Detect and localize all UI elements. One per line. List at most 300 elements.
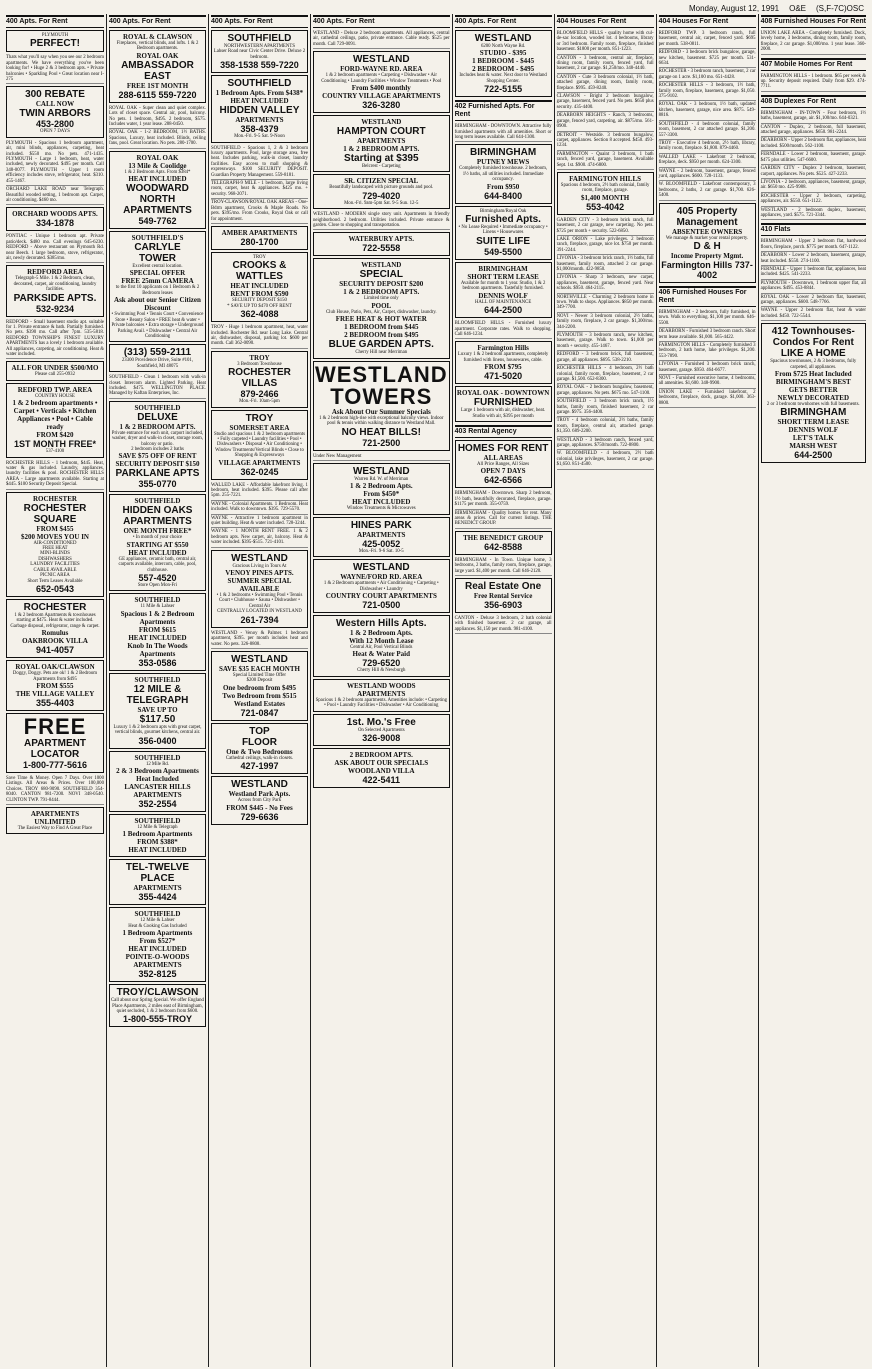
display-ad	[109, 984, 206, 1027]
ad-line: 1ST MONTH FREE*	[13, 439, 96, 450]
ad-line: HEAT INCLUDED	[230, 97, 289, 106]
ad-line: 1st. Mo.'s Free	[346, 716, 416, 728]
ad-line: BIRMINGHAM	[470, 147, 537, 159]
listing-text: WESTLAND - 3 bedroom ranch, fenced yard, garage, appliances. $750/month. 722-8800.	[557, 437, 654, 451]
display-ad	[109, 907, 206, 982]
display-ad	[455, 206, 552, 260]
ad-line: Completely furnished townhouse. 2 bedroom, 1½ baths, all utilities included. Immediate occupancy.	[459, 166, 548, 183]
display-ad	[109, 859, 206, 905]
ad-line: Free Rental Service	[473, 592, 533, 600]
listing-text: DEARBORN - Lower 2 bedroom, basement, garage, heat included. $550. 274-1100.	[761, 252, 866, 266]
ad-line: 729-6636	[240, 811, 279, 822]
display-ad	[659, 203, 756, 283]
ad-line: COUNTRY VILLAGE APARTMENTS	[322, 92, 441, 101]
listing-text: ROYAL OAK - 3 bedroom, 1½ bath, updated kitchen, basement, garage, nice area. $875. 549-8816.	[659, 101, 756, 120]
section-header: 407 Mobile Homes For Rent	[761, 58, 866, 71]
classified-column	[208, 14, 310, 1367]
ad-line: SPECIAL OFFER	[129, 269, 186, 278]
ad-line: 261-7394	[240, 614, 279, 625]
ad-line: Luxury 1 & 2 bedroom apartments, completely furnished with linens, housewares, cable.	[457, 352, 549, 363]
ad-line: 471-5020	[484, 371, 523, 382]
display-ad	[313, 51, 450, 113]
ad-line: 1 & 2 BEDROOM APTS.	[343, 145, 420, 154]
listing-text: Save Time & Money. Open 7 Days. Over 1000 Listings. All Areas & Prices. Over 100,000 Choices. TROY 680-9090. SOUTHFIELD 354-8040. CANTON 981-7200. NOVI 348-0540. CLINTON TWP. 791-8444.	[6, 775, 104, 805]
ad-line: SOUTHFIELD	[227, 33, 292, 44]
display-ad	[109, 673, 206, 749]
ad-line: NO HEAT BILLS!	[341, 426, 421, 438]
ad-line: APARTMENT	[23, 737, 86, 749]
listing-text: WAYNE - Colonial Apartments. 1 Bedroom. Heat included. Walk to downtown. $395. 729-5570.	[211, 501, 308, 515]
ad-line: 13 Mile & Coolidge	[128, 161, 187, 170]
ad-line: Telegraph-5 Mile. 1 & 2 Bedroom, clean, decorated, carpet, air conditioning, laundry facilities.	[13, 276, 97, 293]
display-ad	[109, 151, 206, 229]
section-header: 403 Rental Agency	[455, 425, 552, 438]
display-ad	[211, 410, 308, 480]
ad-line: (313) 559-2111	[123, 347, 192, 359]
display-ad	[109, 30, 206, 103]
listing-text: BIRMINGHAM - Quality homes for rent. Many areas & prices. Call for current listings. THE BENEDICT GROUP.	[455, 510, 552, 529]
ad-line: REDFORD AREA	[27, 268, 83, 277]
ad-line: 362-4088	[240, 309, 279, 320]
ad-line: 722-5155	[484, 84, 523, 95]
ad-line: From $725 Heat Included	[774, 370, 852, 379]
ad-line: ROYAL OAK	[136, 51, 179, 60]
ad-line: 300 REBATE	[25, 89, 85, 101]
listing-text: BIRMINGHAM - 2 bedroom, fully furnished, in town. Walk to everything. $1,100 per month. 646-5500.	[659, 309, 756, 328]
ad-line: Mon.-Fri. 9-5 Sat. 9-Noon	[234, 134, 285, 140]
column-header: 400 Apts. For Rent	[211, 15, 308, 28]
ad-line: 355-4424	[138, 892, 177, 903]
display-ad	[313, 517, 450, 557]
ad-line: Ask About Our Summer Specials	[331, 407, 431, 416]
display-ad	[313, 615, 450, 677]
ad-line: PARKLANE APTS	[115, 468, 200, 480]
display-ad	[455, 262, 552, 318]
ad-line: Real Estate One	[465, 581, 542, 592]
ad-line: WATERBURY APTS.	[348, 235, 415, 244]
ad-line: Club House, Patio, Pets, Air, Carpet, dishwasher, laundry.	[325, 309, 437, 315]
column-header: 404 Houses For Rent	[557, 15, 654, 28]
ad-line: 453-2800	[35, 119, 75, 130]
listing-text: BIRMINGHAM - IN-TOWN - Four bedroom, 1½ baths, basement, garage, air. $1,100/mo. 644-0321.	[761, 110, 866, 124]
listing-text: WAYNE - Upper 2 bedroom flat, heat & water included. $450. 722-5544.	[761, 307, 866, 321]
listing-text: DETROIT - Westside. 3 bedroom bungalow, carpet, appliances. Section 8 accepted. $450. 493-1234.	[557, 132, 654, 151]
listing-text: FARMINGTON HILLS - 1 bedroom. $65 per week & up. Security deposit required. Daily from $29. 474-7711.	[761, 73, 866, 92]
listing-text: TELEGRAPH-9 MILE - 1 bedroom, large living room, carpet, heat & appliances. $425 mo. + security. 968-2071.	[211, 180, 308, 199]
ad-line: SOUTHFIELD	[134, 675, 181, 684]
display-ad	[313, 679, 450, 712]
display-ad	[6, 30, 104, 52]
ad-line: AIR-CONDITIONED	[33, 540, 77, 546]
ad-line: Heat Included	[136, 775, 179, 784]
listing-text: ROCHESTER HILLS - 1 bedroom, $445. Heat, water & gas included. Laundry, appliances, laundry facilities & pool. ROCHESTER HILLS AREA - Large apartments available. Starting at $445. $100 Security Deposit Special.	[6, 460, 104, 490]
ad-line: WESTLAND	[474, 33, 532, 44]
ad-line: OAKBROOK VILLA	[22, 637, 88, 646]
ad-line: 2 or 3 bedroom townhomes with full basements.	[766, 402, 860, 408]
ad-line: POINTE-O-WOODS APARTMENTS	[125, 953, 190, 970]
ad-line: FREE	[23, 713, 87, 739]
ad-line: SECURITY DEPOSIT $200	[339, 280, 424, 289]
ad-line: From $527*	[139, 937, 176, 946]
ad-line: Warren Rd. W. of Merriman	[354, 476, 409, 482]
ad-line: TOWER	[138, 253, 176, 265]
ad-line: Knob In The Woods Apartments	[127, 641, 188, 658]
ad-line: ROYAL OAK/CLAWSON	[15, 663, 95, 672]
column-header: 400 Apts. For Rent	[313, 15, 450, 28]
ad-line: 729-4020	[362, 190, 401, 201]
ad-line: ONE MONTH FREE*	[123, 527, 192, 536]
ad-line: FURNISHED	[473, 397, 533, 409]
listing-text: TROY - Executive 4 bedroom, 2½ bath, library, family room, fireplace. $1,800. 879-4460.	[659, 140, 756, 154]
ad-line: WAYNE/FORD RD. AREA	[340, 573, 423, 582]
listing-text: PLYMOUTH - Downtown, 1 bedroom upper flat, all appliances. $495. 453-8844.	[761, 280, 866, 294]
ad-line: STARTING AT $550	[126, 540, 189, 549]
ad-line: Central Air, Pool Vertical Blinds	[350, 644, 413, 650]
ad-line: TELEGRAPH	[126, 694, 189, 706]
ad-line: 537-4100	[45, 449, 65, 455]
ad-line: 1 & 2 BEDROOM APTS.	[119, 422, 196, 431]
display-ad	[313, 748, 450, 788]
ad-line: WESTLAND WOODS	[347, 681, 416, 690]
ad-line: FROM $420	[36, 431, 74, 440]
ad-line: FREE HEAT	[42, 546, 68, 552]
ad-line: FROM $445 - No Fees	[226, 803, 293, 812]
ad-line: 11 Mile & Lahser	[140, 604, 175, 610]
ad-line: HEAT INCLUDED	[128, 175, 187, 184]
ad-line: 1 & 2 Bedroom apartments • Air Conditioning • Carpeting • Dishwasher • Laundry	[323, 581, 439, 592]
ad-line: Farmington Hills 737-4002	[661, 259, 753, 280]
ad-line: • No Lease Required • Immediate occupancy • Linens • Housewares	[458, 225, 548, 236]
ad-line: HEAT INCLUDED	[128, 945, 187, 954]
ad-line: 1 BEDROOM from $445	[344, 323, 419, 332]
display-ad	[455, 341, 552, 384]
ad-line: PICNIC AREA	[40, 573, 70, 579]
ad-line: • In month of your choice	[132, 535, 183, 541]
listing-text: SOUTHFIELD - Spacious 1, 2 & 3 bedroom luxury apartments. Pool, large storage area, free heat. Includes parking, walk-in closet, laundry facilities. Easy access to mall shopping & expressways. $100 SECURITY DEPOSIT. Guardian Property Management. 559-8181.	[211, 145, 308, 180]
ad-line: 2 & 3 Bedroom Apartments	[116, 767, 199, 776]
listing-text: CLAWSON - Bright 2 bedroom bungalow, garage, basement, fenced yard. No pets. $650 plus security. 435-4400.	[557, 93, 654, 112]
ad-line: APARTMENTS	[123, 516, 192, 528]
ad-line: FLOOR	[241, 736, 277, 748]
ad-line: 1 & 2 bedroom apartments • Carpet • Verticals • Kitchen Appliances • Pool • Cable ready	[12, 399, 98, 432]
listing-text: SOUTHFIELD - Clean 1 bedroom with walk-in closet. Intercom alarm. Lighted Parking. Heat included. $475. WELLINGTON PLACE. Managed by Kaftan Enterprises, Inc.	[109, 374, 206, 399]
ad-line: Fireplaces, vertical blinds, and lofts. 1 & 2 Bedroom apartments.	[116, 41, 199, 52]
ad-line: ROYAL OAK	[136, 153, 179, 162]
ad-line: HEAT INCLUDED	[230, 282, 289, 291]
ad-line: MARSH WEST	[789, 442, 838, 451]
ad-line: Cathedral ceilings, walk-in closets.	[225, 755, 294, 761]
ad-line: SOMERSET AREA	[229, 423, 290, 432]
classified-column	[554, 14, 656, 1367]
display-ad	[211, 776, 308, 824]
ad-line: 326-3280	[362, 100, 401, 111]
ad-line: TWIN ARBORS	[19, 108, 91, 120]
ad-line: HEAT INCLUDED	[128, 633, 187, 642]
ad-line: PERFECT!	[29, 38, 80, 50]
listing-text: LIVONIA - 3 bedroom brick ranch, 1½ baths, full basement, family room, attached 2 car garage. $1,000/month. 422-9850.	[557, 255, 654, 274]
listing-text: DEARBORN - Upper 2 bedroom flat, appliances, heat included. $500/month. 562-1100.	[761, 137, 866, 151]
listing-text: Under New Management	[313, 453, 450, 461]
ad-line: Special Limited Time Offer	[232, 672, 286, 678]
ad-line: Includes heat & water. Next door to Westland Shopping Center.	[459, 73, 547, 84]
display-ad	[313, 714, 450, 746]
ad-line: 1 & 2 bedroom apartments • Carpeting • Dishwasher • Air Conditioning • Laundry Facilities • Window Treatments • Pool	[321, 73, 442, 84]
ad-line: 549-5500	[484, 246, 523, 257]
display-ad	[6, 807, 104, 834]
ad-line: HOMES FOR RENT	[457, 442, 549, 454]
display-ad	[211, 252, 308, 322]
ad-line: FARMINGTON HILLS	[569, 174, 642, 183]
ad-line: SOUTHFIELD'S	[131, 234, 184, 243]
ad-line: Mon.-Fri. 9-6 Sat. 10-5	[358, 548, 404, 554]
ad-line: HEAT INCLUDED	[352, 498, 411, 507]
ad-line: to the first 10 applicants on 1 Bedroom & 2 Bedroom leases	[115, 285, 200, 296]
ad-line: Luxury 1 & 2 bedroom apts with great carpet, vertical blinds, gourmet kitchens, central air.	[113, 724, 202, 736]
ad-line: From $400 monthly	[351, 84, 411, 93]
ad-line: ROCHESTER	[23, 601, 87, 613]
display-ad	[109, 494, 206, 591]
ad-line: 642-8588	[484, 541, 523, 552]
ad-line: CENTRALLY LOCATED IN WESTLAND	[217, 609, 302, 615]
ad-line: COUNTRY COURT APARTMENTS	[325, 591, 437, 600]
listing-text: SOUTHFIELD - 3 bedroom brick ranch, 1½ baths, family room, finished basement, 2 car garage. $975. 356-4400.	[557, 398, 654, 417]
ad-line: 1 BEDROOM - $445	[472, 57, 535, 66]
ad-line: FREE HEAT & HOT WATER	[335, 315, 427, 324]
ad-line: LET'S TALK	[792, 434, 834, 443]
ad-line: LAUNDRY FACILITIES	[30, 562, 80, 568]
display-ad	[6, 383, 104, 458]
masthead	[4, 4, 868, 14]
ad-line: Ask about our Senior Citizen Discount	[114, 296, 201, 313]
ad-line: WESTLAND	[352, 465, 410, 477]
ad-line: Mon.-Fri. 9am-5pm Sat. 9-5 Sun. 12-5	[344, 200, 419, 206]
ad-line: The Easiest Way to Find A Great Place	[17, 825, 93, 831]
display-ad	[6, 660, 104, 711]
column-header: 400 Apts. For Rent	[6, 15, 104, 28]
ad-line: APARTMENTS	[30, 809, 80, 818]
display-ad	[313, 361, 450, 451]
ad-line: Spacious 1 & 2 bedroom apartments. Amenities include: • Carpeting • Pool • Laundry Facilities • Dishwasher • Air Conditioning	[315, 697, 447, 709]
ad-line: 427-1997	[240, 761, 279, 772]
listing-text: WESTLAND - MODERN single story unit. Apartments in friendly neighborhood. 2 bedroom. Utilities included. Private entrance & garden. Close to shopping and transportation.	[313, 211, 450, 230]
section-header: 406 Furnished Houses For Rent	[659, 286, 756, 307]
ad-line: Spacious 1 & 2 Bedroom Apartments	[120, 609, 195, 626]
ad-line: Condos For Rent	[772, 337, 854, 349]
listing-text: ROYAL OAK - 2 bedroom bungalow, basement, garage, appliances. No pets. $675 mo. 547-1100.	[557, 384, 654, 398]
ad-line: 362-0245	[240, 466, 279, 477]
ad-line: 405 Property	[676, 205, 738, 217]
ad-line: 425-0052	[362, 538, 401, 549]
listing-text: GARDEN CITY - Duplex 2 bedroom, basement, carport, appliances. No pets. $525. 427-2233.	[761, 165, 866, 179]
ad-line: 422-5411	[362, 774, 401, 785]
ad-line: Gracious Living in Tours At	[232, 563, 287, 569]
ad-line: FREE 1ST MONTH	[126, 81, 189, 90]
ad-line: From $950	[486, 182, 520, 191]
listing-text: LIVONIA - Sharp 3 bedroom, new carpet, appliances, basement, garage, fenced yard. Near schools. $950. 464-2115.	[557, 274, 654, 293]
ad-line: One bedroom from $495	[222, 683, 296, 692]
ad-line: HINES PARK	[350, 519, 412, 531]
ad-line: 6200 North Wayne Rd.	[480, 44, 526, 49]
ad-line: TROY	[245, 412, 274, 424]
ad-line: ROCHESTER	[23, 502, 87, 514]
ad-line: SAVE $35 EACH MONTH	[218, 664, 300, 673]
ad-line: HIDDEN VALLEY	[219, 105, 300, 117]
ad-line: 355-0770	[138, 479, 177, 490]
classified-columns	[4, 14, 868, 1367]
listing-text: PONTIAC - Unique 1 bedroom apt. Private patio/deck. $480 mo. Call evenings 645-6230. REDFORD - Above restaurant on Plymouth Rd. near Beech. 1 large bedroom, stove, refrigerator, air, newly decorated. $385/mo.	[6, 233, 104, 263]
ad-line: CROOKS &	[232, 260, 287, 272]
ad-line: Westland Estates	[233, 699, 286, 708]
display-ad	[313, 232, 450, 256]
listing-text: WAYNE - Attractive 1 bedroom apartment in quiet building. Heat & water included. 728-3244.	[211, 515, 308, 529]
display-ad	[211, 351, 308, 408]
classified-column	[656, 14, 758, 1367]
ad-line: WESTLAND	[231, 552, 288, 564]
ad-line: SR. CITIZEN SPECIAL	[344, 177, 419, 186]
ad-line: 12 Mile & Telegraph	[137, 825, 178, 831]
ad-line: SAVE $75 OFF OF RENT	[118, 452, 197, 461]
ad-line: BLUE GARDEN APTS.	[328, 339, 434, 351]
listing-text: FERNDALE - Upper 1 bedroom flat, appliances, heat included. $425. 541-2233.	[761, 266, 866, 280]
ad-line: TOWERS	[330, 383, 433, 409]
ad-line: $1,400 MONTH	[580, 193, 630, 202]
ad-line: DENNIS WOLF	[788, 426, 838, 435]
ad-line: WOODLAND VILLA	[347, 766, 415, 775]
ad-line: WATTLES	[235, 271, 283, 283]
listing-text: BLOOMFIELD HILLS - quality home with cul-de-sac location, wooded lot. 4 bedrooms, library or 3rd bedroom. Family room, fireplace, finished basement. $1800 per month. 851-1223.	[557, 30, 654, 55]
listing-text: WALLED LAKE - Affordable lakefront living. 1 bedroom, heat included. $395. Please call after 5pm. 255-7221.	[211, 482, 308, 501]
listing-text: REDFORD TWP. 3 bedroom ranch, full basement, central air, carpet, fenced yard. $695 per month. 538-0811.	[659, 30, 756, 49]
ad-line: On Selected Apartments	[357, 727, 405, 733]
ad-line: D & H	[693, 240, 721, 252]
display-ad	[109, 401, 206, 493]
ad-line: With 12 Month Lease	[348, 636, 414, 645]
ad-line: ROCHESTER	[33, 494, 77, 503]
listing-text: WESTLAND - 2 bedroom duplex, basement, appliances, yard. $575. 721-3344.	[761, 207, 866, 221]
ad-line: WESTLAND	[231, 653, 288, 665]
listing-text: PLYMOUTH - 3 bedroom ranch, new kitchen, basement, garage. Walk to town. $1,000 per month + security. 455-1467.	[557, 332, 654, 351]
ad-line: 941-4057	[35, 645, 75, 656]
ad-line: REDFORD TWP. AREA	[17, 385, 93, 394]
listing-text: REDFORD - 3 bedroom brick bungalow, garage, new kitchen, basement. $725 per month. 531-6634.	[659, 49, 756, 68]
ad-line: $117.50	[139, 713, 176, 725]
ad-line: ROCHESTER VILLAS	[228, 367, 291, 390]
section-header: 402 Furnished Apts. For Rent	[455, 100, 552, 121]
ad-line: VENOY PINES APTS.	[225, 569, 294, 578]
ad-line: Studio with air, $395 per month	[472, 413, 534, 419]
ad-line: 642-6566	[484, 475, 523, 486]
masthead-code: (S,F-7C)OSC	[816, 4, 864, 13]
listing-text: LIVONIA - Furnished 3 bedroom brick ranch, basement, garage. $950. 464-6677.	[659, 361, 756, 375]
ad-line: SUITE LIFE	[476, 235, 531, 247]
ad-line: Studio and spacious 1 & 2 bedroom apartments • Fully carpeted • Laundry facilities • Pool • Dishwashers • Disposal • Air Conditioning • Window Treatments/Vertical Blinds • Close to Shopping & Expressways	[213, 431, 305, 459]
display-ad	[761, 323, 866, 463]
listing-text: W. BLOOMFIELD - Lakefront contemporary, 3 bedrooms, 2 baths, 2 car garage. $1,700. 626-5400.	[659, 181, 756, 200]
display-ad	[211, 550, 308, 628]
ad-line: 288-6115 559-7220	[118, 89, 197, 100]
ad-line: 356-0400	[138, 735, 177, 746]
ad-line: 2 BEDROOM APTS.	[349, 750, 413, 759]
column-header: 400 Apts. For Rent	[109, 15, 206, 28]
ad-line: 326-9008	[362, 732, 401, 743]
ad-line: THE BENEDICT GROUP	[463, 533, 544, 542]
ad-line: ASK ABOUT OUR SPECIALS	[334, 758, 429, 767]
ad-line: 644-2500	[794, 450, 833, 461]
section-header: 410 Flats	[761, 223, 866, 236]
ad-line: HEAT INCLUDED	[128, 548, 187, 557]
ad-line: 352-2554	[138, 799, 177, 810]
ad-line: TROY	[249, 353, 270, 362]
listing-text: W. BLOOMFIELD - 4 bedroom, 2½ bath colonial, lake privileges, basement, 2 car garage. $1,650. 851-4500.	[557, 450, 654, 469]
display-ad	[6, 207, 104, 231]
listing-text: WAYNE - 1 MONTH RENT FREE. 1 & 2 bedroom apts. New carpet, air, balcony. Heat & water included. $395-$515. 721-4101.	[211, 528, 308, 547]
display-ad	[313, 115, 450, 172]
listing-text: WESTLAND - Venoy & Palmer. 1 bedroom apartment, $395. per month includes heat and water. No pets. 326-8808.	[211, 630, 308, 649]
ad-line: AMBER APARTMENTS	[221, 228, 298, 237]
ad-line: DELUXE	[137, 411, 178, 423]
ad-line: MINI-BLINDS	[40, 551, 70, 557]
ad-line: 644-2500	[484, 305, 523, 316]
display-ad	[211, 226, 308, 250]
listing-text: SOUTHFIELD - 4 bedroom colonial, family room, basement, 2 car attached garage. $1,200. 557-3300.	[659, 121, 756, 140]
listing-text: ROCHESTER - Upper 2 bedroom, carpeting, appliances, air. $550. 651-1122.	[761, 193, 866, 207]
ad-line: We manage & market your rental property.	[665, 235, 749, 241]
listing-text: LAKE ORION - Lake privileges. 2 bedroom ranch, fireplace, garage, nice lot. $750 per month. 391-2244.	[557, 236, 654, 255]
listing-text: FARMINGTON - Quaint 3 bedroom, 1 bath ranch, fenced yard, garage, basement. Available Sept. 1st. $900. 474-6800.	[557, 151, 654, 170]
ad-line: APARTMENTS	[357, 689, 406, 698]
ad-line: SOUTHFIELD	[134, 403, 181, 412]
ad-line: Two Bedroom from $515	[222, 691, 297, 700]
ad-line: WOODWARD NORTH APARTMENTS	[123, 183, 192, 217]
ad-line: VILLAGE APARTMENTS	[218, 458, 301, 467]
ad-line: 652-0543	[35, 583, 75, 594]
classified-column	[106, 14, 208, 1367]
display-ad	[211, 30, 308, 73]
ad-line: Call about our Spring Special. We offer England Place Apartments, 2 miles east of Birmingham, quiet secluded, 1 & 2 bedroom from $600.	[110, 998, 204, 1015]
ad-line: NORTHWESTERN APARTMENTS	[223, 44, 295, 49]
column-header: 400 Apts. For Rent	[455, 15, 552, 28]
display-ad	[6, 713, 104, 773]
listing-text: CANTON - Cute 3 bedroom colonial, 1½ bath, attached garage, dining room, family room, fireplace. $995. 459-8240.	[557, 74, 654, 93]
ad-line: 358-4379	[240, 124, 279, 135]
listing-text: BIRMINGHAM - In Town. Unique home, 3 bedrooms, 2 baths, family room, fireplace, garage, large yard. $1,400 per month. Call 646-2120.	[455, 557, 552, 576]
ad-line: OPEN 7 DAYS	[480, 467, 526, 476]
ad-line: TEL-TWELVE PLACE	[125, 862, 190, 885]
listing-text: ROYAL OAK - Lower 2 bedroom flat, basement, garage, appliances. $600. 548-7766.	[761, 294, 866, 308]
display-ad	[6, 492, 104, 597]
listing-text: ROCHESTER HILLS - 3 bedroom, 1½ bath, family room, fireplace, basement, garage. $1,050. 375-9102.	[659, 82, 756, 101]
ad-line: 1 & 2 BEDROOM APTS.	[343, 288, 420, 297]
display-ad	[211, 75, 308, 142]
ad-line: WESTLAND	[314, 361, 448, 387]
display-ad	[455, 386, 552, 422]
ad-line: Mon.-Fri. 10am-5pm	[239, 399, 280, 405]
display-ad	[455, 144, 552, 203]
ad-line: Store Open Mon-Fri	[137, 583, 178, 588]
listing-text: ROCHESTER - 3 bedroom ranch, basement, 2 car garage on 1 acre. $1,100 mo. 651-4428.	[659, 68, 756, 82]
ad-line: SOUTHFIELD	[134, 910, 181, 919]
ad-line: 532-9234	[35, 303, 75, 314]
ad-line: Window Treatments & Microwaves	[346, 506, 416, 512]
listing-text: BIRMINGHAM - DOWNTOWN. Attractive fully furnished apartments with all amenities. Short or long term leases available. Call 644-1300.	[455, 123, 552, 142]
ad-line: • 1 & 2 bedrooms • Swimming Pool • Tennis Court • Clubhouse • Sauna • Dishwasher • Central Air	[216, 593, 303, 609]
ad-line: FREE 25mm CAMERA	[121, 277, 194, 286]
ad-line: 721-0500	[362, 599, 401, 610]
ad-line: Management	[676, 216, 738, 228]
ad-line: TROY	[252, 254, 266, 260]
ad-line: SHORT TERM LEASE	[777, 418, 849, 427]
listing-text: UNION LAKE AREA - Completely furnished. Dock, lovely home, 3 bedrooms, dining room, family room, fireplace, 2 car garage. $1,000/mo. 1 year lease. 360-2000.	[761, 30, 866, 55]
